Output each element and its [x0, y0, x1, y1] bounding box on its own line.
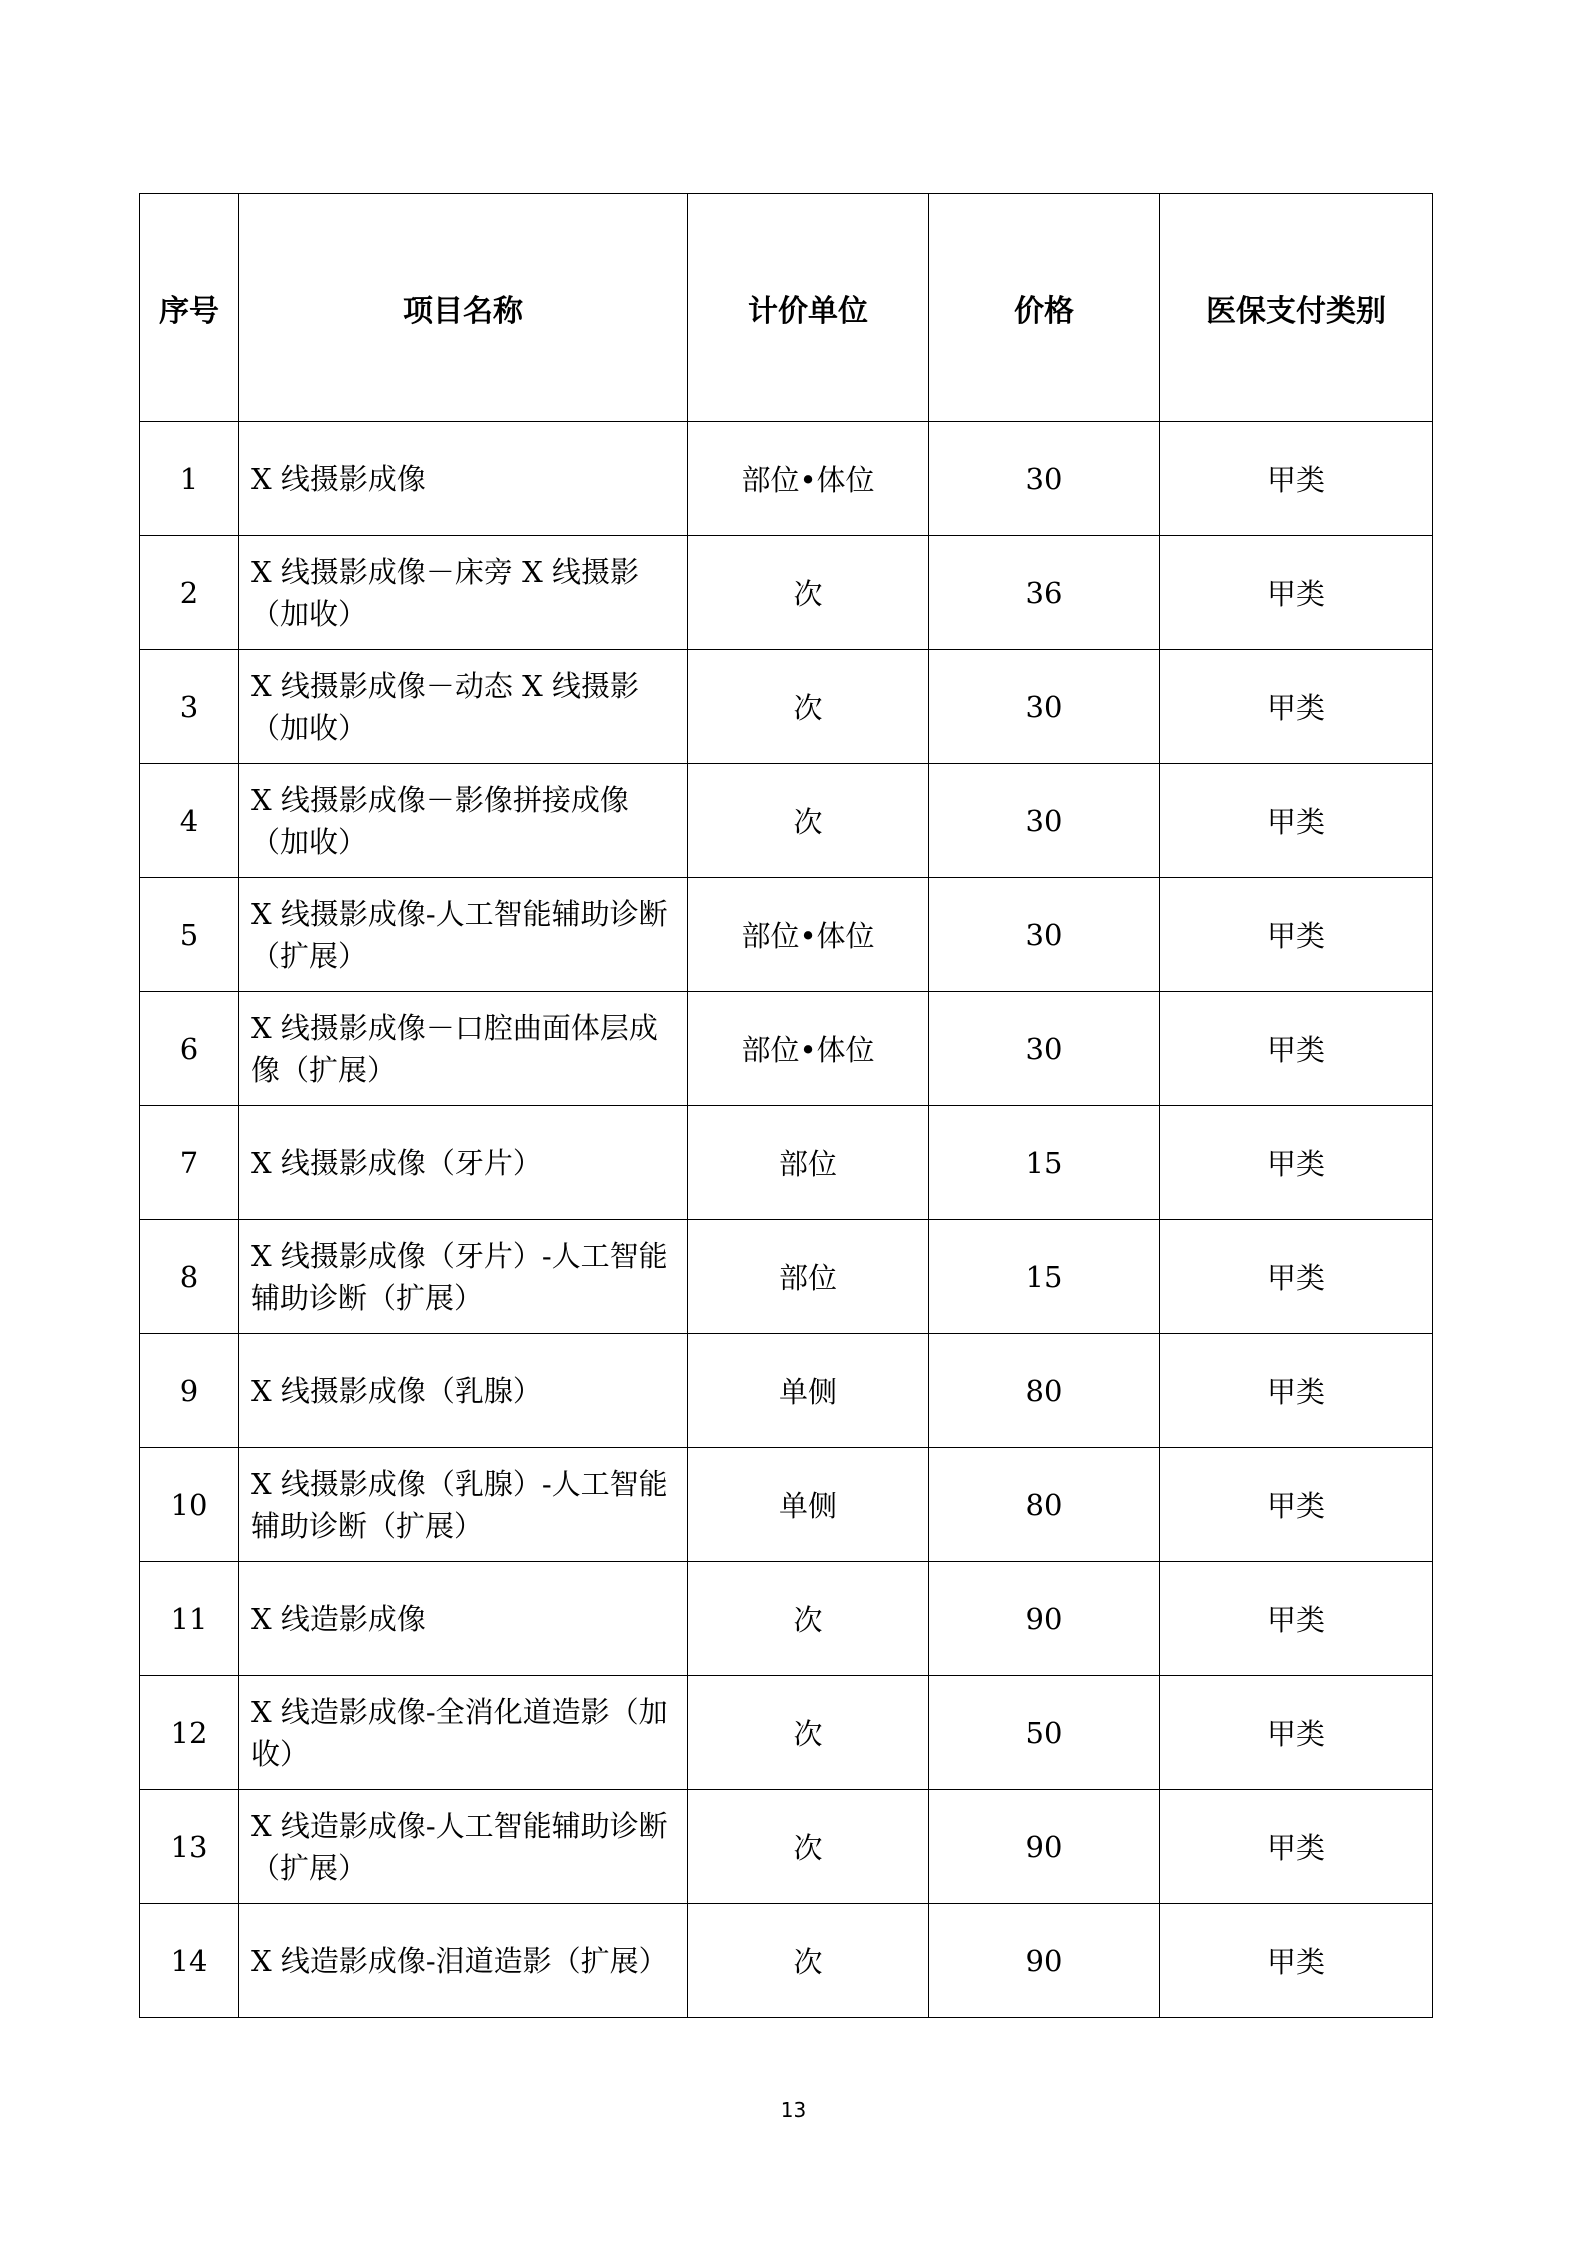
row-pricing-unit: 次 — [688, 650, 929, 764]
row-insurance-category: 甲类 — [1160, 1790, 1433, 1904]
row-pricing-unit: 次 — [688, 1904, 929, 2018]
table-header-row — [140, 194, 1433, 422]
table-row — [140, 1562, 1433, 1676]
row-pricing-unit: 次 — [688, 764, 929, 878]
table-row — [140, 536, 1433, 650]
row-insurance-category: 甲类 — [1160, 1904, 1433, 2018]
table-row — [140, 1676, 1433, 1790]
row-pricing-unit: 部位 — [688, 1220, 929, 1334]
row-serial-number: 4 — [140, 764, 239, 878]
table-row — [140, 764, 1433, 878]
row-serial-number: 12 — [140, 1676, 239, 1790]
price-table — [139, 193, 1433, 2018]
row-price: 90 — [929, 1562, 1160, 1676]
table-row — [140, 1790, 1433, 1904]
row-item-name: X 线造影成像 — [239, 1562, 688, 1676]
row-serial-number: 6 — [140, 992, 239, 1106]
row-price: 15 — [929, 1220, 1160, 1334]
row-serial-number: 13 — [140, 1790, 239, 1904]
table-row — [140, 992, 1433, 1106]
row-item-name: X 线摄影成像－动态 X 线摄影（加收） — [239, 650, 688, 764]
row-item-name: X 线摄影成像（乳腺） — [239, 1334, 688, 1448]
row-price: 90 — [929, 1790, 1160, 1904]
row-insurance-category: 甲类 — [1160, 1106, 1433, 1220]
table-row — [140, 1334, 1433, 1448]
row-insurance-category: 甲类 — [1160, 992, 1433, 1106]
row-price: 30 — [929, 992, 1160, 1106]
row-price: 80 — [929, 1448, 1160, 1562]
header-price: 价格 — [929, 194, 1160, 422]
header-pricing-unit: 计价单位 — [688, 194, 929, 422]
row-price: 15 — [929, 1106, 1160, 1220]
table-row — [140, 1448, 1433, 1562]
header-item-name: 项目名称 — [239, 194, 688, 422]
row-item-name: X 线摄影成像（乳腺）-人工智能辅助诊断（扩展） — [239, 1448, 688, 1562]
row-insurance-category: 甲类 — [1160, 1220, 1433, 1334]
row-item-name: X 线摄影成像（牙片）-人工智能辅助诊断（扩展） — [239, 1220, 688, 1334]
row-item-name: X 线摄影成像-人工智能辅助诊断（扩展） — [239, 878, 688, 992]
row-insurance-category: 甲类 — [1160, 650, 1433, 764]
row-insurance-category: 甲类 — [1160, 1676, 1433, 1790]
table-row — [140, 650, 1433, 764]
header-serial-number: 序号 — [140, 194, 239, 422]
row-pricing-unit: 次 — [688, 1790, 929, 1904]
row-serial-number: 5 — [140, 878, 239, 992]
row-serial-number: 10 — [140, 1448, 239, 1562]
table-row — [140, 878, 1433, 992]
row-price: 30 — [929, 650, 1160, 764]
row-item-name: X 线摄影成像－口腔曲面体层成像（扩展） — [239, 992, 688, 1106]
row-price: 50 — [929, 1676, 1160, 1790]
row-insurance-category: 甲类 — [1160, 1334, 1433, 1448]
row-serial-number: 7 — [140, 1106, 239, 1220]
row-item-name: X 线摄影成像（牙片） — [239, 1106, 688, 1220]
row-pricing-unit: 部位•体位 — [688, 422, 929, 536]
row-pricing-unit: 次 — [688, 1676, 929, 1790]
table-row — [140, 1106, 1433, 1220]
row-insurance-category: 甲类 — [1160, 536, 1433, 650]
row-insurance-category: 甲类 — [1160, 1448, 1433, 1562]
table-body — [140, 422, 1433, 2018]
row-price: 36 — [929, 536, 1160, 650]
row-insurance-category: 甲类 — [1160, 764, 1433, 878]
row-pricing-unit: 部位•体位 — [688, 992, 929, 1106]
row-item-name: X 线摄影成像－影像拼接成像（加收） — [239, 764, 688, 878]
row-serial-number: 2 — [140, 536, 239, 650]
row-pricing-unit: 单侧 — [688, 1334, 929, 1448]
row-pricing-unit: 次 — [688, 1562, 929, 1676]
row-insurance-category: 甲类 — [1160, 422, 1433, 536]
row-price: 30 — [929, 878, 1160, 992]
row-item-name: X 线造影成像-泪道造影（扩展） — [239, 1904, 688, 2018]
row-pricing-unit: 单侧 — [688, 1448, 929, 1562]
table-row — [140, 422, 1433, 536]
header-insurance-category: 医保支付类别 — [1160, 194, 1433, 422]
row-serial-number: 1 — [140, 422, 239, 536]
row-pricing-unit: 部位•体位 — [688, 878, 929, 992]
row-serial-number: 14 — [140, 1904, 239, 2018]
row-insurance-category: 甲类 — [1160, 878, 1433, 992]
row-serial-number: 11 — [140, 1562, 239, 1676]
table-row — [140, 1220, 1433, 1334]
page-number: 13 — [780, 2098, 807, 2122]
table-row — [140, 1904, 1433, 2018]
row-insurance-category: 甲类 — [1160, 1562, 1433, 1676]
row-pricing-unit: 部位 — [688, 1106, 929, 1220]
row-item-name: X 线造影成像-人工智能辅助诊断（扩展） — [239, 1790, 688, 1904]
row-serial-number: 8 — [140, 1220, 239, 1334]
row-item-name: X 线摄影成像－床旁 X 线摄影（加收） — [239, 536, 688, 650]
row-item-name: X 线摄影成像 — [239, 422, 688, 536]
row-item-name: X 线造影成像-全消化道造影（加收） — [239, 1676, 688, 1790]
row-serial-number: 9 — [140, 1334, 239, 1448]
row-price: 30 — [929, 422, 1160, 536]
row-pricing-unit: 次 — [688, 536, 929, 650]
row-price: 80 — [929, 1334, 1160, 1448]
row-serial-number: 3 — [140, 650, 239, 764]
row-price: 30 — [929, 764, 1160, 878]
row-price: 90 — [929, 1904, 1160, 2018]
